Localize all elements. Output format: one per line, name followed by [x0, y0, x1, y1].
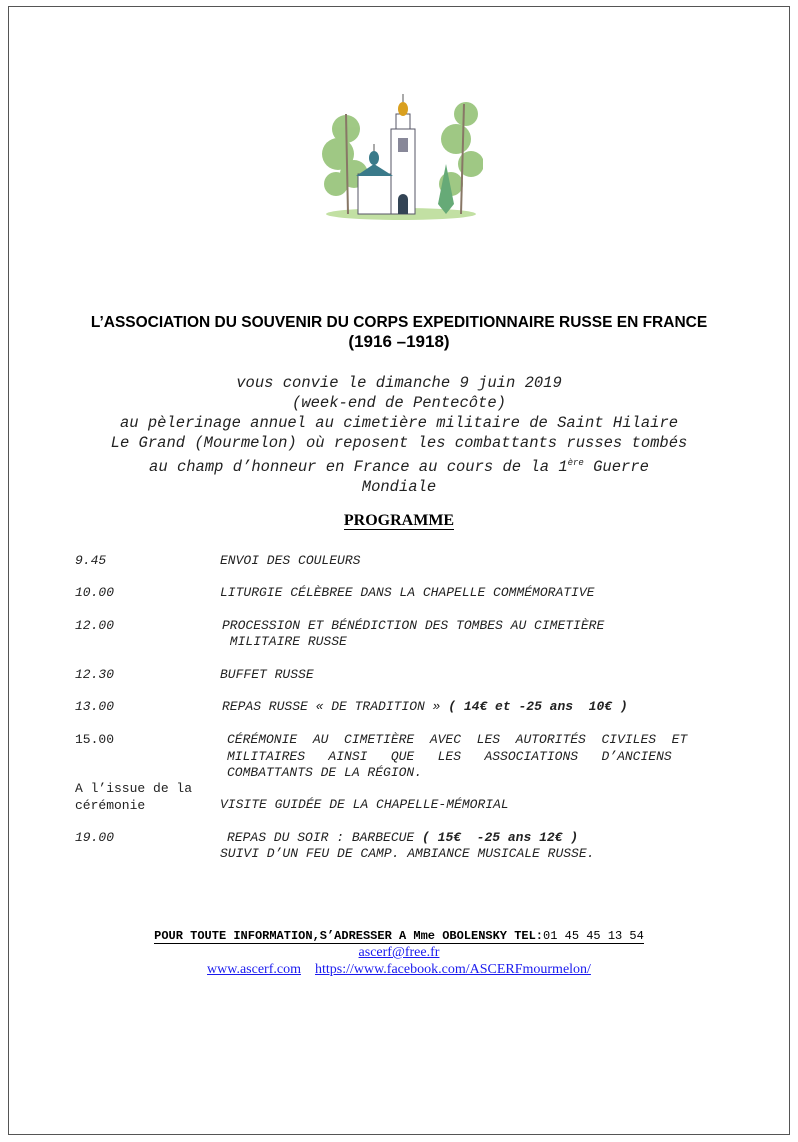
email-link[interactable]: ascerf@free.fr [358, 945, 440, 960]
intro-line: Le Grand (Mourmelon) où reposent les combattants russes tombés [110, 434, 688, 452]
item-price: ( 15€ -25 ans 12€ ) [422, 830, 579, 845]
item-time: 19.00 [75, 830, 115, 845]
item-time: 9.45 [75, 553, 107, 568]
contact-info [0, 929, 798, 943]
intro-line: au pèlerinage annuel au cimetière militaire de Saint Hilaire [119, 414, 679, 432]
title-line-1: L’ASSOCIATION DU SOUVENIR DU CORPS EXPEDITIONNAIRE RUSSE EN FRANCE [90, 314, 708, 331]
contact-label: POUR TOUTE INFORMATION,S’ADRESSER A Mme OBOLENSKY TEL: [154, 929, 544, 943]
superscript: ère [567, 458, 584, 468]
item-desc [227, 830, 578, 845]
item-desc: PROCESSION ET BÉNÉDICTION DES TOMBES AU CIMETIÈRE MILITAIRE RUSSE [222, 618, 605, 649]
item-time: A l’issue de la cérémonie [75, 781, 193, 813]
item-desc-text: REPAS DU SOIR : BARBECUE [227, 830, 423, 845]
item-desc: ENVOI DES COULEURS [220, 553, 361, 568]
item-price: ( 14€ et -25 ans 10€ ) [448, 699, 628, 714]
item-desc: SUIVI D’UN FEU DE CAMP. AMBIANCE MUSICALE RUSSE. [220, 846, 595, 861]
item-desc: CÉRÉMONIE AU CIMETIÈRE AVEC LES AUTORITÉS CIVILES ET MILITAIRES AINSI QUE LES ASSOCIATIONS D’ANCIENS COMBATTANTS DE LA RÉGION. [227, 732, 688, 780]
item-time: 13.00 [75, 699, 115, 714]
invitation-text [0, 373, 798, 497]
title-line-2: (1916 –1918) [348, 332, 450, 351]
facebook-link[interactable]: https://www.facebook.com/ASCERFmourmelon/ [314, 962, 591, 977]
phone-number: 01 45 45 13 54 [543, 929, 644, 943]
intro-line: (week-end de Pentecôte) [292, 394, 506, 412]
item-desc-text: REPAS RUSSE « DE TRADITION » [222, 699, 449, 714]
website-link[interactable]: www.ascerf.com [207, 962, 301, 977]
intro-line [0, 453, 798, 477]
item-desc: VISITE GUIDÉE DE LA CHAPELLE-MÉMORIAL [220, 797, 509, 812]
item-desc [222, 699, 628, 714]
programme-heading-text: PROGRAMME [343, 512, 455, 529]
item-time: 10.00 [75, 585, 115, 600]
item-time: 15.00 [75, 732, 115, 747]
intro-text: au champ d’honneur en France au cours de la 1 [149, 458, 568, 477]
intro-line: vous convie le dimanche 9 juin 2019 [236, 374, 562, 392]
programme-heading [0, 512, 798, 530]
intro-line: Mondiale [361, 478, 437, 497]
intro-text: Guerre [583, 458, 649, 477]
item-desc: BUFFET RUSSE [220, 667, 314, 682]
item-time: 12.30 [75, 667, 115, 682]
item-desc: LITURGIE CÉLÈBREE DANS LA CHAPELLE COMMÉMORATIVE [220, 585, 595, 600]
chapel-illustration [316, 74, 483, 222]
item-time: 12.00 [75, 618, 115, 633]
